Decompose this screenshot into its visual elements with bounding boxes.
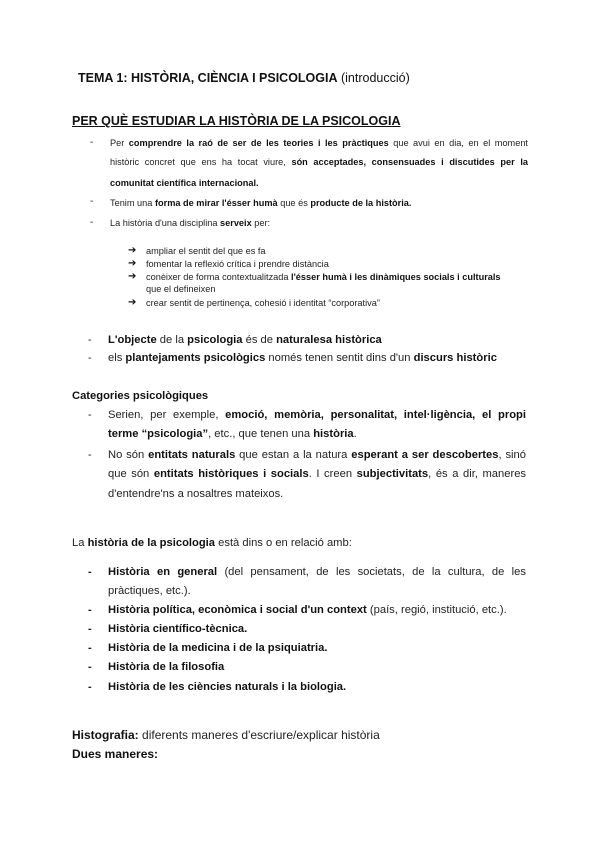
list-item: Història de les ciències naturals i la biologia. (108, 681, 347, 693)
paragraph-line: històric concret que ens ha tocat viure, són acceptades, consensuades i discutides per la (110, 157, 528, 167)
bullet-dash: - (88, 449, 92, 461)
bullet-dash: - (88, 623, 92, 635)
bullet-dash: - (88, 661, 92, 673)
bullet-dash: - (88, 352, 92, 364)
paragraph-line: els plantejaments psicològics només tenen sentit dins d'un discurs històric (108, 352, 497, 364)
section-heading-why-study: PER QUÈ ESTUDIAR LA HISTÒRIA DE LA PSICOLOGIA (72, 114, 401, 128)
paragraph-line: d'entendre'ns a nosaltres mateixos. (108, 488, 284, 500)
arrow-item: crear sentit de pertinença, cohesió i identitat “corporativa” (146, 298, 380, 308)
paragraph-line: terme “psicologia”, etc., que tenen una història. (108, 428, 357, 440)
bullet-dash: - (88, 681, 92, 693)
arrow-right-icon: ➔ (128, 297, 137, 308)
bullet-dash: - (90, 196, 94, 207)
bullet-dash: - (88, 409, 92, 421)
bullet-dash: - (90, 217, 94, 228)
bullet-dash: - (88, 604, 92, 616)
page-title: TEMA 1: HISTÒRIA, CIÈNCIA I PSICOLOGIA (introducció) (78, 71, 410, 85)
paragraph-line: La història d'una disciplina serveix per: (110, 218, 271, 228)
arrow-right-icon: ➔ (128, 271, 137, 282)
arrow-item-continuation: que el defineixen (146, 284, 216, 294)
list-item: Història en general (del pensament, de les societats, de la cultura, de les (108, 566, 526, 578)
list-item: Història de la medicina i de la psiquiatria. (108, 642, 328, 654)
arrow-item: ampliar el sentit del que es fa (146, 246, 266, 256)
paragraph-line: Tenim una forma de mirar l'ésser humà que és producte de la història. (110, 198, 412, 208)
paragraph-line: Serien, per exemple, emoció, memòria, personalitat, intel·ligència, el propi (108, 409, 526, 421)
paragraph-line: comunitat científica internacional. (110, 178, 259, 188)
list-item-continuation: pràctiques, etc.). (108, 585, 191, 597)
list-item: Història política, econòmica i social d'un context (país, regió, institució, etc.). (108, 604, 507, 616)
histografia-line: Histografia: diferents maneres d'escriure/explicar història (72, 728, 380, 742)
section-heading-categories: Categories psicològiques (72, 390, 209, 402)
bullet-dash: - (88, 642, 92, 654)
arrow-item: fomentar la reflexió crítica i prendre distància (146, 259, 329, 269)
paragraph-line: L'objecte de la psicologia és de naturalesa històrica (108, 334, 382, 346)
list-item: Història de la filosofia (108, 661, 225, 673)
arrow-right-icon: ➔ (128, 245, 137, 256)
paragraph-line: No són entitats naturals que estan a la natura esperant a ser descobertes, sinó (108, 449, 526, 461)
list-item: Història científico-tècnica. (108, 623, 248, 635)
bullet-dash: - (90, 137, 94, 148)
bullet-dash: - (88, 566, 92, 578)
dues-maneres-heading: Dues maneres: (72, 747, 159, 761)
arrow-right-icon: ➔ (128, 258, 137, 269)
paragraph-line: La història de la psicologia està dins o en relació amb: (72, 537, 352, 549)
bullet-dash: - (88, 334, 92, 346)
paragraph-line: que són entitats històriques i socials. I creen subjectivitats, és a dir, maneres (108, 468, 527, 480)
arrow-item: conèixer de forma contextualitzada l'ésser humà i les dinàmiques socials i culturals (146, 272, 501, 282)
paragraph-line: Per comprendre la raó de ser de les teories i les pràctiques que avui en dia, en el moment (110, 138, 528, 148)
